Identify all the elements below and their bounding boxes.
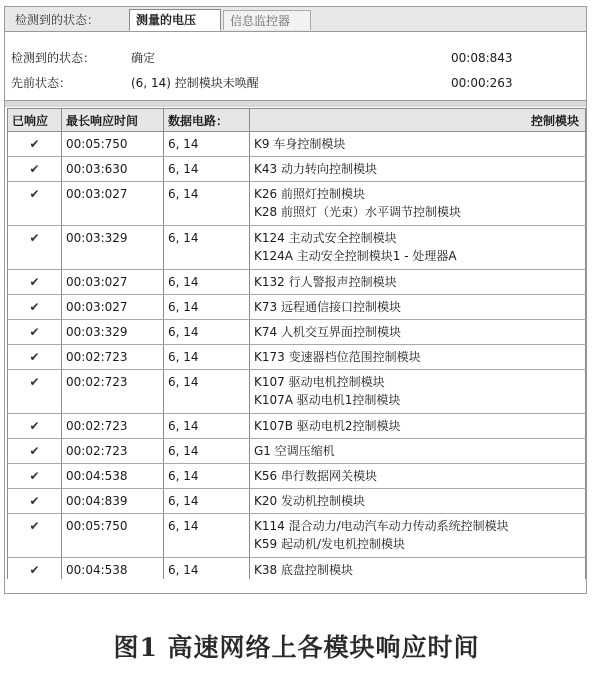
responded-check-icon: ✔ [8, 320, 62, 345]
control-module-cell [250, 514, 586, 558]
responded-check-icon: ✔ [8, 489, 62, 514]
table-row[interactable] [8, 295, 586, 320]
module-response-table [7, 108, 586, 579]
responded-check-icon: ✔ [8, 345, 62, 370]
max-response-time-cell: 00:03:630 [62, 157, 164, 182]
max-response-time-cell: 00:03:027 [62, 182, 164, 226]
data-circuit-cell: 6, 14 [164, 345, 250, 370]
column-header-responded[interactable]: 已响应 [8, 109, 62, 132]
control-module-name: K56 串行数据网关模块 [254, 469, 377, 483]
responded-check-icon: ✔ [8, 439, 62, 464]
data-circuit-cell: 6, 14 [164, 414, 250, 439]
max-response-time-cell: 00:02:723 [62, 414, 164, 439]
control-module-cell [250, 132, 586, 157]
data-circuit-cell: 6, 14 [164, 514, 250, 558]
max-response-time-cell: 00:04:538 [62, 558, 164, 580]
responded-check-icon: ✔ [8, 157, 62, 182]
responded-check-icon: ✔ [8, 295, 62, 320]
data-circuit-cell: 6, 14 [164, 464, 250, 489]
previous-status-label: 先前状态： [11, 76, 72, 90]
control-module-name: K173 变速器档位范围控制模块 [254, 350, 421, 364]
panel-splitter[interactable] [5, 100, 586, 107]
control-module-name: K38 底盘控制模块 [254, 563, 353, 577]
responded-check-icon: ✔ [8, 414, 62, 439]
control-module-cell [250, 558, 586, 580]
control-module-name: K43 动力转向控制模块 [254, 162, 377, 176]
data-circuit-cell: 6, 14 [164, 370, 250, 414]
previous-status-time: 00:00:263 [451, 76, 513, 90]
responded-check-icon: ✔ [8, 558, 62, 580]
diagnostic-window [4, 6, 587, 594]
control-module-name: K28 前照灯（光束）水平调节控制模块 [254, 205, 461, 219]
table-row[interactable] [8, 270, 586, 295]
control-module-cell [250, 295, 586, 320]
responded-check-icon: ✔ [8, 182, 62, 226]
control-module-name: K59 起动机/发电机控制模块 [254, 537, 405, 551]
control-module-cell [250, 157, 586, 182]
max-response-time-cell: 00:03:329 [62, 320, 164, 345]
detected-status-label: 检测到的状态： [11, 51, 96, 65]
control-module-cell [250, 270, 586, 295]
control-module-name: K107A 驱动电机1控制模块 [254, 393, 401, 407]
max-response-time-cell: 00:03:329 [62, 226, 164, 270]
control-module-cell [250, 414, 586, 439]
data-circuit-cell: 6, 14 [164, 182, 250, 226]
responded-check-icon: ✔ [8, 464, 62, 489]
max-response-time-cell: 00:05:750 [62, 514, 164, 558]
responded-check-icon: ✔ [8, 270, 62, 295]
control-module-name: K26 前照灯控制模块 [254, 187, 365, 201]
control-module-name: K9 车身控制模块 [254, 137, 346, 151]
table-row[interactable] [8, 226, 586, 270]
control-module-name: G1 空调压缩机 [254, 444, 335, 458]
control-module-name: K74 人机交互界面控制模块 [254, 325, 401, 339]
max-response-time-cell: 00:02:723 [62, 345, 164, 370]
control-module-cell [250, 439, 586, 464]
max-response-time-cell: 00:03:027 [62, 270, 164, 295]
control-module-name: K124A 主动安全控制模块1 - 处理器A [254, 249, 457, 263]
data-circuit-cell: 6, 14 [164, 157, 250, 182]
table-row[interactable] [8, 414, 586, 439]
table-row[interactable] [8, 345, 586, 370]
tab-detected-status[interactable]: 检测到的状态： [15, 13, 100, 27]
max-response-time-cell: 00:03:027 [62, 295, 164, 320]
max-response-time-cell: 00:02:723 [62, 439, 164, 464]
max-response-time-cell: 00:04:839 [62, 489, 164, 514]
control-module-name: K132 行人警报声控制模块 [254, 275, 397, 289]
status-row-detected [9, 49, 582, 67]
table-row[interactable] [8, 514, 586, 558]
data-circuit-cell: 6, 14 [164, 320, 250, 345]
table-row[interactable] [8, 489, 586, 514]
control-module-cell [250, 320, 586, 345]
column-header-data-circuit[interactable]: 数据电路： [164, 109, 250, 132]
control-module-name: K20 发动机控制模块 [254, 494, 365, 508]
status-panel [5, 31, 586, 95]
control-module-cell [250, 489, 586, 514]
detected-status-time: 00:08:843 [451, 51, 513, 65]
responded-check-icon: ✔ [8, 132, 62, 157]
control-module-cell [250, 370, 586, 414]
tab-measured-voltage[interactable]: 测量的电压 [129, 9, 221, 31]
control-module-name: K114 混合动力/电动汽车动力传动系统控制模块 [254, 519, 509, 533]
responded-check-icon: ✔ [8, 226, 62, 270]
tab-bar [5, 7, 586, 32]
table-row[interactable] [8, 182, 586, 226]
previous-status-value: (6, 14) 控制模块未唤醒 [131, 76, 259, 90]
table-row[interactable] [8, 558, 586, 580]
data-circuit-cell: 6, 14 [164, 226, 250, 270]
table-header-row [8, 109, 586, 132]
column-header-max-time[interactable]: 最长响应时间 [62, 109, 164, 132]
tab-info-monitor[interactable]: 信息监控器 [223, 10, 311, 30]
figure-caption: 图1 高速网络上各模块响应时间 [113, 633, 480, 662]
max-response-time-cell: 00:05:750 [62, 132, 164, 157]
status-row-previous [9, 74, 582, 92]
table-row[interactable] [8, 439, 586, 464]
table-row[interactable] [8, 464, 586, 489]
responded-check-icon: ✔ [8, 514, 62, 558]
control-module-name: K124 主动式安全控制模块 [254, 231, 397, 245]
table-row[interactable] [8, 370, 586, 414]
control-module-cell [250, 182, 586, 226]
detected-status-value: 确定 [131, 51, 156, 65]
table-row[interactable] [8, 157, 586, 182]
data-circuit-cell: 6, 14 [164, 270, 250, 295]
control-module-name: K107 驱动电机控制模块 [254, 375, 385, 389]
data-circuit-cell: 6, 14 [164, 489, 250, 514]
control-module-cell [250, 464, 586, 489]
data-circuit-cell: 6, 14 [164, 295, 250, 320]
control-module-name: K73 远程通信接口控制模块 [254, 300, 401, 314]
max-response-time-cell: 00:02:723 [62, 370, 164, 414]
table-row[interactable] [8, 320, 586, 345]
table-body [8, 132, 586, 580]
control-module-cell [250, 226, 586, 270]
data-circuit-cell: 6, 14 [164, 558, 250, 580]
data-circuit-cell: 6, 14 [164, 132, 250, 157]
table-row[interactable] [8, 132, 586, 157]
responded-check-icon: ✔ [8, 370, 62, 414]
control-module-cell [250, 345, 586, 370]
control-module-name: K107B 驱动电机2控制模块 [254, 419, 401, 433]
column-header-module[interactable]: 控制模块 [250, 109, 586, 132]
data-circuit-cell: 6, 14 [164, 439, 250, 464]
max-response-time-cell: 00:04:538 [62, 464, 164, 489]
